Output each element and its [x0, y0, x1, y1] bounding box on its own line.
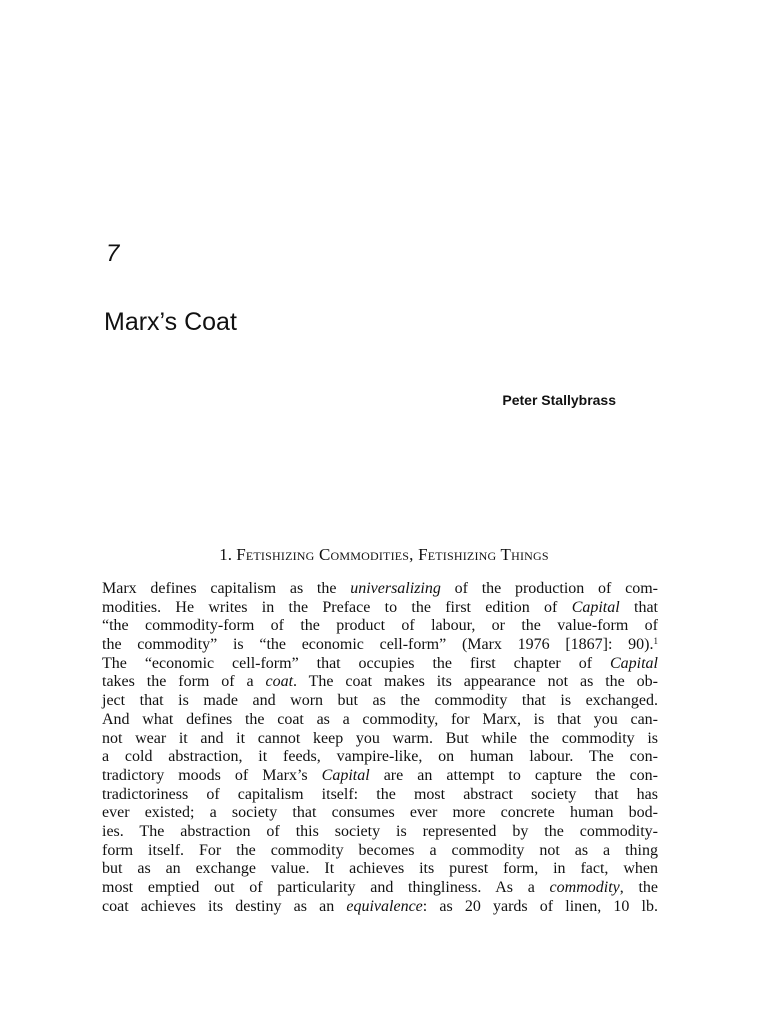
body-text-segment: but as an exchange value. It achieves its purest form, in fact, when — [102, 860, 658, 878]
italic-text: equivalence — [346, 897, 423, 915]
body-text-segment: modities. He writes in the Preface to the first edition of — [102, 598, 572, 616]
body-line — [102, 786, 658, 805]
italic-text: Capital — [321, 766, 370, 784]
chapter-number: 7 — [106, 240, 120, 267]
body-text-segment: not wear it and it cannot keep you warm. But while the commodity is — [102, 729, 658, 747]
body-text-segment: ever existed; a society that consumes ever more concrete human bod- — [102, 804, 658, 822]
body-line — [102, 673, 658, 692]
body-text-segment: : as 20 yards of linen, 10 lb. — [422, 897, 658, 915]
body-line — [102, 655, 658, 674]
italic-text: Capital — [571, 598, 620, 616]
body-line — [102, 767, 658, 786]
body-line — [102, 898, 658, 917]
body-text-segment: , the — [619, 879, 658, 896]
body-text-segment: Marx defines capitalism as the — [102, 580, 351, 597]
body-text-segment: tradictoriness of capitalism itself: the most abstract society that has — [102, 785, 658, 803]
body-text-segment: And what defines the coat as a commodity, for Marx, is that you can- — [102, 710, 658, 728]
body-line — [102, 860, 658, 879]
body-text-segment: a cold abstraction, it feeds, vampire-like, on human labour. The con- — [102, 748, 658, 766]
body-line — [102, 692, 658, 711]
body-paragraph — [102, 580, 658, 916]
italic-text: coat — [265, 673, 294, 691]
body-text-segment: that — [619, 598, 658, 616]
body-text-segment: form itself. For the commodity becomes a commodity not as a thing — [102, 841, 658, 859]
body-line — [102, 617, 658, 636]
author-name: Peter Stallybrass — [502, 392, 616, 408]
body-line — [102, 879, 658, 898]
body-line — [102, 580, 658, 599]
italic-text: Capital — [609, 654, 658, 672]
body-line — [102, 823, 658, 842]
body-text-segment: of the production of com- — [440, 580, 658, 597]
body-line — [102, 711, 658, 730]
body-text-segment: tradictory moods of Marx’s — [102, 766, 322, 784]
body-line — [102, 842, 658, 861]
italic-text: commodity — [549, 879, 620, 896]
italic-text: universalizing — [350, 580, 441, 597]
body-text-segment: . The coat makes its appearance not as the ob- — [293, 673, 658, 691]
body-text-segment: are an attempt to capture the con- — [369, 766, 658, 784]
footnote-marker: 1 — [653, 636, 658, 647]
body-text-segment: ject that is made and worn but as the commodity that is exchanged. — [102, 692, 658, 710]
section-title: Fetishizing Commodities, Fetishizing Things — [236, 545, 549, 564]
body-text-segment: the commodity” is “the economic cell-form” (Marx 1976 [1867]: 90). — [102, 636, 654, 654]
body-text-segment: ies. The abstraction of this society is represented by the commodity- — [102, 822, 658, 840]
body-line — [102, 730, 658, 749]
body-text-segment: takes the form of a — [102, 673, 266, 691]
body-line — [102, 599, 658, 618]
body-line — [102, 804, 658, 823]
body-text-segment: most emptied out of particularity and thingliness. As a — [102, 879, 550, 896]
body-text-segment: coat achieves its destiny as an — [102, 897, 347, 915]
section-heading — [0, 543, 768, 567]
body-line — [102, 636, 658, 655]
body-text-segment: The “economic cell-form” that occupies the first chapter of — [102, 654, 610, 672]
body-text-segment: “the commodity-form of the product of labour, or the value-form of — [102, 617, 658, 635]
body-line — [102, 748, 658, 767]
section-number: 1. — [219, 545, 232, 564]
chapter-title: Marx’s Coat — [104, 308, 237, 336]
